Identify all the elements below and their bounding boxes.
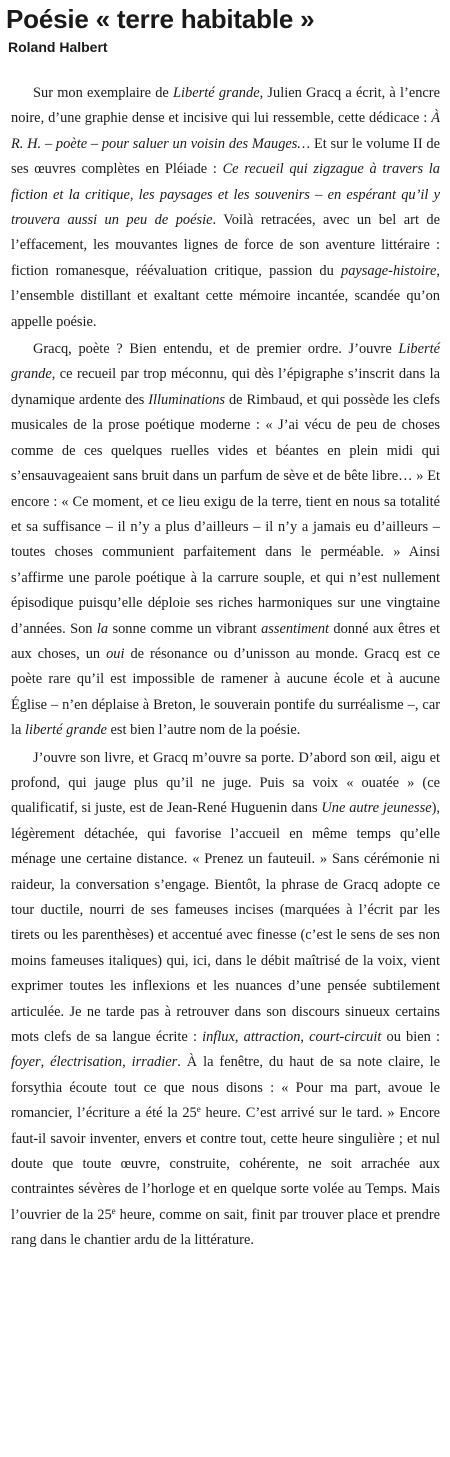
paragraph	[11, 81, 440, 335]
paragraph-text: Sur mon exemplaire de	[33, 85, 174, 101]
italic-text: foyer	[11, 1054, 41, 1071]
paragraph-text: Et sur le volume II de ses œuvres complètes en Pléiade :	[11, 135, 440, 178]
italic-text: assentiment	[261, 620, 330, 637]
paragraph-text: . Voilà retracées, avec un bel art de l’effacement, les mouvantes lignes de force de son aventure littéraire : fiction romanesque, réévaluation critique, passion du	[11, 212, 440, 279]
article-title: Poésie « terre habitable »	[6, 4, 315, 34]
italic-text: Ce recueil qui zigzague à travers la fiction et la critique, les paysages et les souvenirs – en espérant qu’il y trouvera aussi un peu de poésie	[11, 161, 440, 229]
italic-text: court-circuit	[309, 1029, 382, 1046]
superscript-text: e	[111, 1205, 116, 1216]
paragraph-text: , l’ensemble distillant et exaltant cette mémoire incantée, scandée qu’on appelle poésie.	[11, 262, 440, 330]
italic-text: oui	[106, 645, 125, 662]
italic-text: liberté grande	[24, 722, 107, 739]
article-body	[11, 81, 440, 1256]
italic-text: Illuminations	[148, 391, 226, 408]
paragraph-text: ,	[40, 1054, 51, 1071]
italic-text: attraction	[243, 1029, 301, 1046]
paragraph-text: ,	[122, 1054, 132, 1071]
italic-text: la	[96, 620, 109, 637]
paragraph-text: J’ouvre son livre, et Gracq m’ouvre sa porte. D’abord son œil, aigu et profond, qui jauge plus qu’il ne juge. Puis sa voix « ouatée » (ce qualificatif, si juste, est de Jean-René Huguenin dans	[11, 749, 440, 817]
italic-text: Liberté grande	[11, 341, 440, 383]
paragraph-text: . À la fenêtre, du haut de sa note claire, le forsythia écoute tout ce que nous disons : « Pour ma part, avoue le romancier, l’écriture a été la 25	[11, 1054, 440, 1122]
italic-text: Liberté grande	[173, 85, 260, 101]
italic-text: influx	[202, 1029, 235, 1046]
paragraph-text: de Rimbaud, et qui possède les clefs musicales de la prose poétique moderne : « J’ai vécu de peu de choses comme de ces quelques ruelles vides et béantes en plein midi qui s’ensauvageaient sans bruit dans un parfum de sève et de bête libre… » Et encore : « Ce moment, et ce lieu exigu de la terre, tient en nous sa totalité et sa suffisance – il n’y a plus d’ailleurs – il n’y a jamais eu d’ailleurs – toutes choses communient parfaitement dans le perméable. » Ainsi s’affirme une parole poétique à la carrure souple, et qui n’est nullement épisodique puisqu’elle déploie ses riches harmoniques sur une vingtaine d’années. Son	[11, 391, 440, 637]
paragraph-text: est bien l’autre nom de la poésie.	[106, 722, 301, 739]
paragraph-text: Gracq, poète ? Bien entendu, et de premier ordre. J’ouvre	[33, 341, 399, 358]
paragraph-text: ,	[300, 1029, 310, 1046]
paragraph-text: sonne comme un vibrant	[108, 620, 262, 637]
superscript-text: e	[196, 1104, 201, 1115]
paragraph-text: ), légèrement détachée, qui favorise l’accueil en même temps qu’elle ménage une certaine distance. « Prenez un fauteuil. » Sans cérémonie ni raideur, la conversation s’engage. Bientôt, la phrase de Gracq adopte ce tour ductile, nourri de ses fameuses incises (marquées à l’écrit par les tirets ou les parenthèses) et accentué avec finesse (c’est le sens de ses non moins fameuses italiques) qui, ici, dans le débit maîtrisé de la voix, vient exprimer toutes les inflexions et les nuances d’une pensée subtilement articulée. Je ne tarde pas à retrouver dans son discours sinueux certains mots clefs de sa langue écrite :	[11, 800, 441, 1046]
italic-text: irradier	[131, 1054, 178, 1071]
article-author: Roland Halbert	[8, 39, 108, 55]
italic-text: électrisation	[50, 1054, 123, 1071]
paragraph	[11, 337, 440, 744]
paragraph-text: donné aux êtres et aux choses, un	[11, 620, 441, 662]
italic-text: À R. H. – poète – pour saluer un voisin des Mauges…	[11, 110, 440, 152]
paragraph-text: heure. C’est arrivé sur le tard. » Encore faut-il savoir inventer, envers et contre tout, cette heure singulière ; et nul doute que toute œuvre, construite, cohérente, ne soit arrachée aux contraintes sévères de l’horloge et en quelque sorte volée au Temps. Mais l’ouvrier de la 25	[11, 1105, 440, 1223]
paragraph-text: ,	[234, 1029, 244, 1046]
paragraph-text: ou bien :	[381, 1029, 440, 1046]
paragraph-text: heure, comme on sait, finit par trouver place et prendre rang dans le chantier ardu de la littérature.	[11, 1206, 441, 1249]
paragraph-text: , Julien Gracq a écrit, à l’encre noire, d’une graphie dense et incisive qui lui ressemble, cette dédicace :	[11, 85, 440, 127]
paragraph	[11, 746, 440, 1254]
italic-text: paysage-histoire	[341, 262, 437, 279]
paragraph-text: , ce recueil par trop méconnu, qui dès l’épigraphe s’inscrit dans la dynamique ardente des	[11, 366, 440, 408]
paragraph-text: de résonance ou d’unisson au monde. Gracq est ce poète rare qu’il est impossible de ramener à aucune école et à aucune Église – n’en déplaise à Breton, le souverain pontife du surréalisme –, car la	[11, 645, 440, 739]
italic-text: Une autre jeunesse	[321, 800, 432, 817]
